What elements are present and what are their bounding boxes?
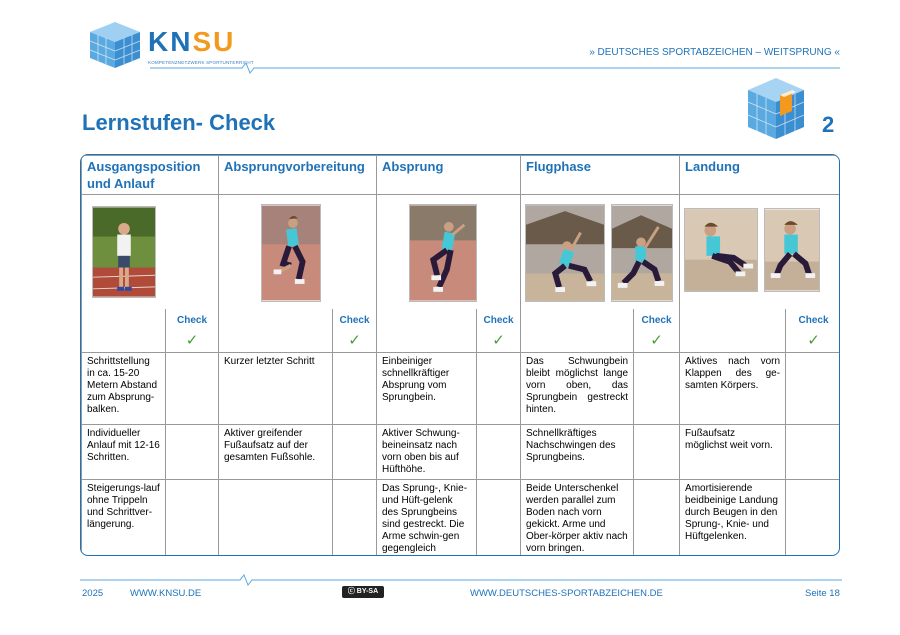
- photo-row: [82, 195, 841, 309]
- checkmark-icon: ✓: [333, 331, 377, 353]
- check-box-cell[interactable]: [634, 425, 680, 480]
- footer-link-knsu[interactable]: WWW.KNSU.DE: [130, 588, 202, 599]
- logo-wordmark: KNSU: [148, 26, 236, 57]
- check-box-cell[interactable]: [786, 425, 840, 480]
- page-title: Lernstufen- Check: [82, 110, 276, 135]
- photo-girl-takeoff: [409, 204, 477, 302]
- lernstufen-table: [80, 154, 840, 556]
- check-label-4: Check: [634, 309, 680, 331]
- criterion-text: Einbeiniger schnellkräftiger Absprung vom Sprungbein.: [377, 353, 477, 425]
- check-box-cell[interactable]: [477, 425, 521, 480]
- logo-cube-icon: [88, 20, 142, 70]
- photo-cell-absprung: [377, 195, 521, 309]
- criterion-text: Aktives nach vorn Klappen des ge-samten Körpers.: [680, 353, 786, 425]
- footer-year: 2025: [82, 588, 104, 599]
- check-label-1: Check: [166, 309, 219, 331]
- check-box-cell[interactable]: [634, 353, 680, 425]
- criterion-text: Aktiver greifender Fußaufsatz auf der gesamten Fußsohle.: [219, 425, 333, 480]
- check-box-cell[interactable]: [477, 353, 521, 425]
- criterion-text: Schrittstellung in ca. 15-20 Metern Abstand zum Absprung-balken.: [82, 353, 166, 425]
- photo-cell-landung: [680, 195, 840, 309]
- criterion-text: Aktiver Schwung-beineinsatz nach vorn oben bis auf Hüfthöhe.: [377, 425, 477, 480]
- check-box-cell[interactable]: [333, 425, 377, 480]
- checkmark-icon: ✓: [634, 331, 680, 353]
- check-box-cell[interactable]: [166, 425, 219, 480]
- page-number: 2: [822, 112, 835, 137]
- photo-flight-2: [611, 204, 673, 302]
- check-box-cell[interactable]: [634, 480, 680, 557]
- criterion-text: Kurzer letzter Schritt: [219, 353, 333, 425]
- photo-boy-standing: [92, 206, 156, 298]
- logo-subtitle: KOMPETENZNETZWERK SPORTUNTERRICHT: [148, 60, 254, 65]
- check-box-cell[interactable]: [477, 480, 521, 557]
- photo-landing-2: [764, 208, 820, 292]
- footer-page-number: Seite 18: [805, 588, 840, 599]
- cc-license-badge: ⓒ BY-SA: [342, 586, 384, 598]
- photo-cell-absprungvorbereitung: [219, 195, 377, 309]
- check-label-row: [82, 309, 841, 331]
- cc-icon: ⓒ: [347, 588, 355, 595]
- check-box-cell[interactable]: [166, 480, 219, 557]
- check-label-5: Check: [786, 309, 840, 331]
- cube-graphic-icon: [745, 75, 807, 143]
- photo-flight-1: [525, 204, 605, 302]
- header-absprung: Absprung: [377, 156, 521, 195]
- photo-cell-anlauf: [82, 195, 219, 309]
- header-absprungvorbereitung: Absprungvorbereitung: [219, 156, 377, 195]
- criterion-text: [219, 480, 333, 557]
- criterion-text: Das Schwungbein bleibt möglichst lange vorn oben, das Sprungbein gestreckt hinten.: [521, 353, 634, 425]
- header-section-title: » DEUTSCHES SPORTABZEICHEN – WEITSPRUNG «: [589, 47, 840, 58]
- criterion-text: Beide Unterschenkel werden parallel zum Boden nach vorn gekickt. Arme und Ober-körper aktiv nach vorn bringen.: [521, 480, 634, 557]
- footer-link-sportabzeichen[interactable]: WWW.DEUTSCHES-SPORTABZEICHEN.DE: [470, 588, 663, 599]
- checkmark-icon: ✓: [477, 331, 521, 353]
- criterion-text: Steigerungs-lauf ohne Trippeln und Schrittver-längerung.: [82, 480, 166, 557]
- check-box-cell[interactable]: [333, 480, 377, 557]
- criterion-text: Schnellkräftiges Nachschwingen des Sprungbeins.: [521, 425, 634, 480]
- table-row: [82, 353, 841, 425]
- check-box-cell[interactable]: [786, 480, 840, 557]
- check-box-cell[interactable]: [166, 353, 219, 425]
- footer-pulse-line: [80, 574, 842, 586]
- header-landung: Landung: [680, 156, 840, 195]
- photo-cell-flugphase: [521, 195, 680, 309]
- checkmark-icon: ✓: [786, 331, 840, 353]
- header-ausgangsposition: Ausgangsposition und Anlauf: [82, 156, 219, 195]
- header-pulse-line: [150, 62, 840, 74]
- criterion-text: Amortisierende beidbeinige Landung durch Beugen in den Sprung-, Knie- und Hüftgelenken.: [680, 480, 786, 557]
- check-label-2: Check: [333, 309, 377, 331]
- criterion-text: Das Sprung-, Knie- und Hüft-gelenk des Sprungbeins sind gestreckt. Die Arme schwin-gen gegengleich: [377, 480, 477, 557]
- checkmark-icon: ✓: [166, 331, 219, 353]
- check-label-3: Check: [477, 309, 521, 331]
- photo-landing-1: [684, 208, 758, 292]
- header-flugphase: Flugphase: [521, 156, 680, 195]
- criterion-text: Fußaufsatz möglichst weit vorn.: [680, 425, 786, 480]
- criterion-text: Individueller Anlauf mit 12-16 Schritten.: [82, 425, 166, 480]
- check-box-cell[interactable]: [786, 353, 840, 425]
- check-box-cell[interactable]: [333, 353, 377, 425]
- check-mark-row: [82, 331, 841, 353]
- table-header-row: [82, 156, 841, 195]
- table-row: [82, 425, 841, 480]
- photo-girl-run-up: [261, 204, 321, 302]
- table-row: [82, 480, 841, 557]
